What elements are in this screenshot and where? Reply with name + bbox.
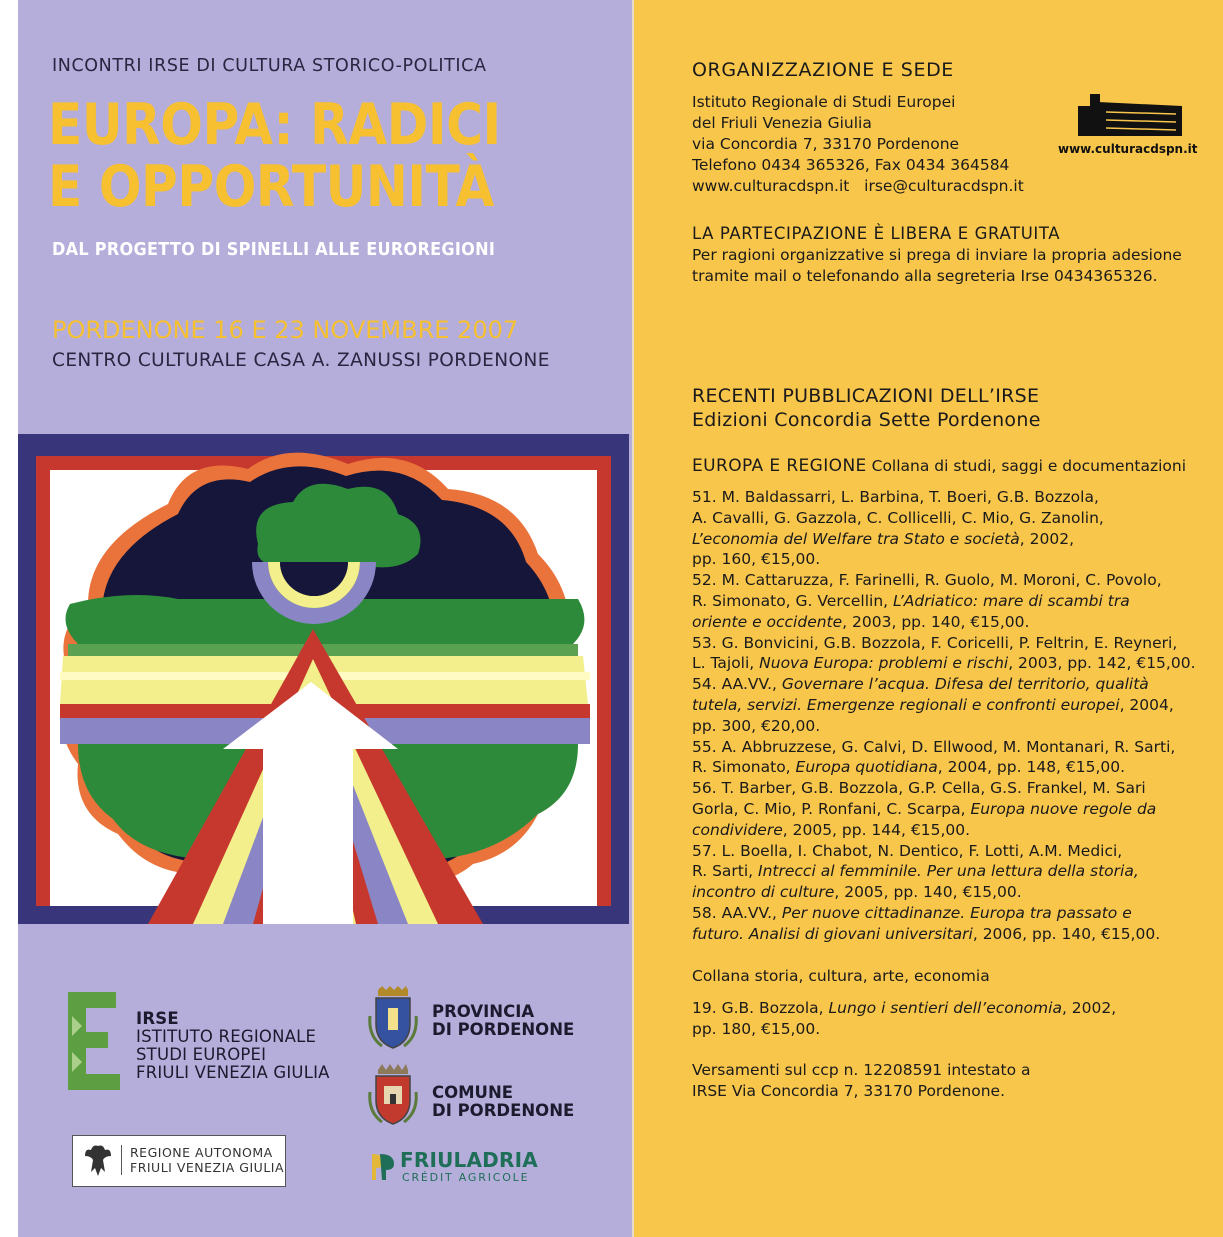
publication-line: [692, 1019, 1116, 1040]
series-description: Collana di studi, saggi e documentazioni: [866, 457, 1187, 475]
building-logo-icon: [1076, 92, 1184, 136]
publication-text: 53. G. Bonvicini, G.B. Bozzola, F. Coricelli, P. Feltrin, E. Reyneri,: [692, 633, 1178, 652]
publication-text: condividere: [692, 820, 783, 839]
publication-details: , 2005, pp. 140, €15,00.: [834, 883, 1022, 902]
participation-details: [692, 245, 1182, 287]
publication-line: [692, 529, 1196, 550]
publication-text: R. Sarti,: [692, 862, 759, 881]
publication-line: [692, 737, 1196, 758]
publication-details: , 2006, pp. 140, €15,00.: [972, 924, 1161, 943]
publication-line: [692, 924, 1196, 945]
irse-acronym: IRSE: [136, 1009, 179, 1028]
org-address: via Concordia 7, 33170 Pordenone: [692, 135, 960, 153]
publication-text: 55. A. Abbruzzese, G. Calvi, D. Ellwood, M. Montanari, R. Sarti,: [692, 737, 1176, 756]
series-kicker: INCONTRI IRSE DI CULTURA STORICO-POLITICA: [52, 56, 487, 76]
irse-line-2: STUDI EUROPEI: [136, 1045, 267, 1064]
publication-line: [692, 633, 1196, 654]
publication-text: 19. G.B. Bozzola,: [692, 999, 829, 1017]
irse-line-1: ISTITUTO REGIONALE: [136, 1027, 317, 1046]
publication-details: , 2002,: [1061, 999, 1117, 1017]
publication-line: [692, 757, 1196, 778]
irse-line-3: FRIULI VENEZIA GIULIA: [136, 1063, 330, 1082]
friuladria-mark-icon: [370, 1152, 396, 1182]
publication-text: L. Tajoli,: [692, 654, 760, 673]
publication-line: [692, 549, 1196, 570]
event-venue: CENTRO CULTURALE CASA A. ZANUSSI PORDENONE: [52, 350, 550, 371]
publication-details: , 2004, pp. 148, €15,00.: [937, 758, 1126, 777]
org-line-2: del Friuli Venezia Giulia: [692, 114, 872, 132]
publication-line: [692, 799, 1196, 820]
publication-title: Per nuove cittadinanze. Europa tra passato e: [781, 903, 1132, 922]
publication-text: 51. M. Baldassarri, L. Barbina, T. Boeri, G.B. Bozzola,: [692, 488, 1099, 506]
publication-line: [692, 674, 1196, 695]
irse-logo-icon: [68, 992, 124, 1090]
org-phone-fax: Telefono 0434 365326, Fax 0434 364584: [692, 156, 1010, 174]
publications-publisher: Edizioni Concordia Sette Pordenone: [692, 409, 1041, 431]
publication-line: [692, 487, 1196, 508]
series2-title: Collana storia, cultura, arte, economia: [692, 967, 990, 985]
title-line-1: EUROPA: RADICI: [48, 92, 501, 158]
publication-line: [692, 841, 1196, 862]
publication-title: Lungo i sentieri dell’economia: [828, 999, 1062, 1017]
cover-artwork: [18, 434, 629, 924]
participation-line-2: tramite mail o telefonando alla segreteria Irse 0434365326.: [692, 267, 1158, 285]
publication-title: Europa quotidiana: [795, 758, 938, 777]
publication-text: A. Cavalli, G. Gazzola, C. Collicelli, C. Mio, G. Zanolin,: [692, 508, 1104, 527]
participation-line-1: Per ragioni organizzative si prega di inviare la propria adesione: [692, 246, 1182, 264]
publication-line: [692, 653, 1196, 674]
friuladria-name: FRIULADRIA: [400, 1148, 538, 1172]
publication-text: R. Simonato, G. Vercellin,: [692, 591, 894, 610]
publication-text: 56. T. Barber, G.B. Bozzola, G.P. Cella, G.S. Frankel, M. Sari: [692, 779, 1146, 798]
publication-text: R. Simonato,: [692, 758, 796, 777]
title-line-2: E OPPORTUNITÀ: [48, 154, 494, 220]
publication-line: [692, 591, 1196, 612]
publication-text: oriente e occidente: [692, 612, 843, 631]
publication-line: [692, 998, 1116, 1019]
organization-heading: ORGANIZZAZIONE E SEDE: [692, 59, 954, 81]
publication-text: tutela, servizi. Emergenze regionali e confronti europei: [692, 695, 1120, 714]
regione-line-2: FRIULI VENEZIA GIULIA: [130, 1160, 285, 1175]
publication-text: pp. 160, €15,00.: [692, 550, 821, 569]
comune-crest-icon: [368, 1062, 418, 1128]
publication-text: 57. L. Boella, I. Chabot, N. Dentico, F. Lotti, A.M. Medici,: [692, 841, 1123, 860]
provincia-line-2: DI PORDENONE: [432, 1020, 575, 1039]
series-title: [692, 456, 1186, 476]
friuladria-subtitle: CRÉDIT AGRICOLE: [402, 1171, 530, 1184]
publication-line: [692, 820, 1196, 841]
publication-line: [692, 695, 1196, 716]
publication-line: [692, 508, 1196, 529]
event-title: [48, 94, 541, 218]
publication-text: 52. M. Cattaruzza, F. Farinelli, R. Guolo, M. Moroni, C. Povolo,: [692, 571, 1162, 590]
publication-details: , 2004,: [1119, 695, 1174, 714]
publication-text: 54. AA.VV.,: [692, 675, 782, 694]
publication-line: [692, 716, 1196, 737]
regione-logo: [72, 1135, 286, 1187]
comune-line-1: COMUNE: [432, 1083, 514, 1102]
series-name: EUROPA E REGIONE: [692, 456, 867, 476]
event-subtitle: DAL PROGETTO DI SPINELLI ALLE EUROREGIONI: [52, 240, 496, 260]
publication-list-2: [692, 998, 1116, 1040]
friuladria-logo: [370, 1148, 550, 1188]
org-line-1: Istituto Regionale di Studi Europei: [692, 93, 956, 111]
publication-text: futuro. Analisi di giovani universitari: [692, 924, 973, 943]
site-url[interactable]: www.culturacdspn.it: [1058, 142, 1198, 156]
publication-text: L’economia del Welfare tra Stato e società: [692, 529, 1020, 548]
payment-line-2: IRSE Via Concordia 7, 33170 Pordenone.: [692, 1082, 1005, 1100]
publication-details: , 2003, pp. 140, €15,00.: [842, 612, 1030, 631]
publication-text: Gorla, C. Mio, P. Ronfani, C. Scarpa,: [692, 799, 971, 818]
comune-line-2: DI PORDENONE: [432, 1101, 575, 1120]
publication-line: [692, 612, 1196, 633]
provincia-line-1: PROVINCIA: [432, 1002, 535, 1021]
irse-logo-text: [136, 1010, 330, 1082]
publication-details: , 2002,: [1019, 529, 1074, 548]
publications-heading: [692, 384, 1041, 432]
regione-text: [121, 1145, 284, 1175]
fold-line: [632, 0, 634, 1237]
publication-details: , 2003, pp. 142, €15,00.: [1008, 654, 1196, 673]
publication-text: incontro di culture: [692, 883, 835, 902]
publication-text: pp. 180, €15,00.: [692, 1019, 821, 1038]
publication-title: Europa nuove regole da: [970, 799, 1157, 818]
publication-title: Intrecci al femminile. Per una lettura della storia,: [758, 862, 1139, 881]
comune-logo-text: [432, 1084, 574, 1120]
organization-details: [692, 92, 1024, 197]
regione-line-1: REGIONE AUTONOMA: [130, 1145, 273, 1160]
publication-title: L’Adriatico: mare di scambi tra: [893, 591, 1130, 610]
publication-details: , 2005, pp. 144, €15,00.: [782, 820, 971, 839]
participation-heading: LA PARTECIPAZIONE È LIBERA E GRATUITA: [692, 224, 1061, 243]
eagle-icon: [83, 1142, 113, 1180]
publications-title: RECENTI PUBBLICAZIONI DELL’IRSE: [692, 385, 1040, 407]
publication-title: Governare l’acqua. Difesa del territorio, qualità: [781, 675, 1149, 694]
publication-title: Nuova Europa: problemi e rischi: [759, 654, 1009, 673]
publication-line: [692, 778, 1196, 799]
publication-text: 58. AA.VV.,: [692, 903, 782, 922]
payment-info: [692, 1060, 1030, 1102]
provincia-logo-text: [432, 1003, 574, 1039]
publication-line: [692, 861, 1196, 882]
publication-line: [692, 882, 1196, 903]
payment-line-1: Versamenti sul ccp n. 12208591 intestato a: [692, 1061, 1031, 1079]
publication-line: [692, 570, 1196, 591]
org-web-email: www.culturacdspn.it irse@culturacdspn.it: [692, 177, 1024, 195]
publication-text: pp. 300, €20,00.: [692, 716, 821, 735]
provincia-crest-icon: [368, 986, 418, 1052]
publication-list: [692, 487, 1196, 945]
publication-line: [692, 903, 1196, 924]
event-dates: PORDENONE 16 E 23 NOVEMBRE 2007: [52, 316, 519, 344]
